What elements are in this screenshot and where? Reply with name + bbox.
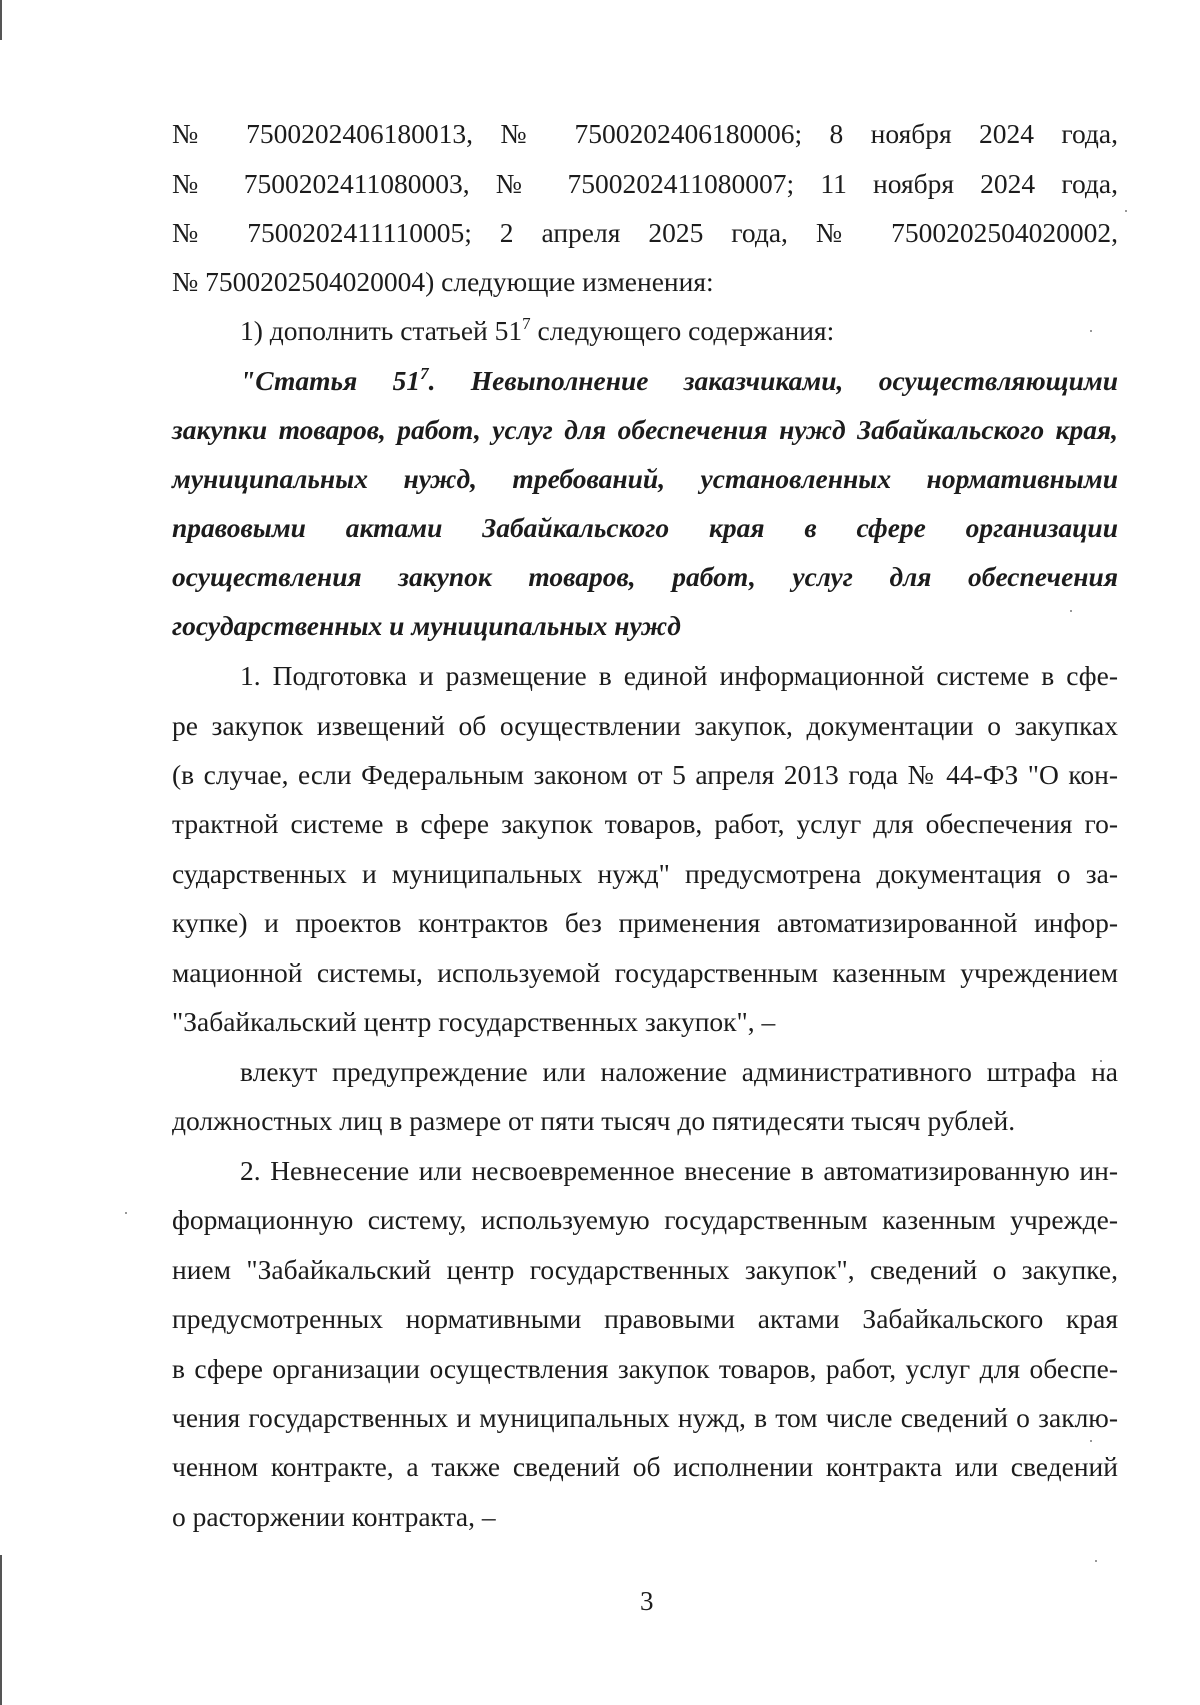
part2-line: нием "Забайкальский центр государственных закупок", сведений о закупке, [172, 1254, 1118, 1285]
part2-line: формационную систему, используемую государственным казенным учрежде- [172, 1204, 1118, 1235]
scan-speck [1095, 1560, 1097, 1562]
amendment-item-text: следующего содержания: [530, 315, 835, 346]
article-heading [240, 363, 1118, 399]
text-line: № 7500202411110005; 2 апреля 2025 года, № 7500202504020002, [172, 217, 1118, 248]
scan-edge-bottom [0, 1555, 2, 1705]
part1-line: сударственных и муниципальных нужд" предусмотрена документация о за- [172, 858, 1118, 889]
article-heading-text: . Невыполнение заказчиками, осуществляющими [428, 365, 1119, 396]
part2-line: о расторжении контракта, – [172, 1501, 496, 1532]
text-line: № 7500202406180013, № 7500202406180006; 8 ноября 2024 года, [172, 118, 1118, 149]
part1-line: 1. Подготовка и размещение в единой информационной системе в сфе- [240, 660, 1118, 691]
text-line: № 7500202504020004) следующие изменения: [172, 266, 714, 297]
part2-line: предусмотренных нормативными правовыми актами Забайкальского края [172, 1303, 1118, 1334]
part1-line: купке) и проектов контрактов без применения автоматизированной инфор- [172, 907, 1118, 938]
scan-edge-top [0, 0, 2, 40]
article-heading-line: осуществления закупок товаров, работ, услуг для обеспечения [172, 561, 1118, 592]
article-heading-line: государственных и муниципальных нужд [172, 610, 681, 641]
part1-line: ре закупок извещений об осуществлении закупок, документации о закупках [172, 710, 1118, 741]
part2-line: ченном контракте, а также сведений об исполнении контракта или сведений [172, 1451, 1118, 1482]
part1-line: трактной системе в сфере закупок товаров, работ, услуг для обеспечения го- [172, 808, 1118, 839]
amendment-item [240, 313, 1118, 349]
text-line: № 7500202411080003, № 7500202411080007; 11 ноября 2024 года, [172, 168, 1118, 199]
part2-line: в сфере организации осуществления закупок товаров, работ, услуг для обеспе- [172, 1353, 1118, 1384]
part2-line: 2. Невнесение или несвоевременное внесение в автоматизированную ин- [240, 1155, 1118, 1186]
article-heading-line: закупки товаров, работ, услуг для обеспечения нужд Забайкальского края, [172, 414, 1118, 445]
page-number: 3 [640, 1586, 654, 1616]
part2-line: чения государственных и муниципальных нужд, в том числе сведений о заклю- [172, 1402, 1118, 1433]
sanction-line: влекут предупреждение или наложение административного штрафа на [240, 1056, 1118, 1087]
amendment-item-text: 1) дополнить статьей 51 [240, 315, 523, 346]
scan-speck [125, 1212, 127, 1214]
superscript: 7 [420, 364, 429, 383]
article-heading-line: муниципальных нужд, требований, установленных нормативными [172, 463, 1118, 494]
article-heading-line: правовыми актами Забайкальского края в сфере организации [172, 512, 1118, 543]
part1-line: (в случае, если Федеральным законом от 5 апреля 2013 года № 44-ФЗ "О кон- [172, 759, 1118, 790]
article-heading-text: "Статья 51 [240, 365, 421, 396]
sanction-line: должностных лиц в размере от пяти тысяч до пятидесяти тысяч рублей. [172, 1105, 1016, 1136]
scan-speck [1090, 1440, 1092, 1442]
superscript: 7 [522, 314, 531, 333]
scan-speck [1125, 210, 1127, 212]
part1-line: "Забайкальский центр государственных закупок", – [172, 1006, 776, 1037]
part1-line: мационной системы, используемой государственным казенным учреждением [172, 957, 1118, 988]
